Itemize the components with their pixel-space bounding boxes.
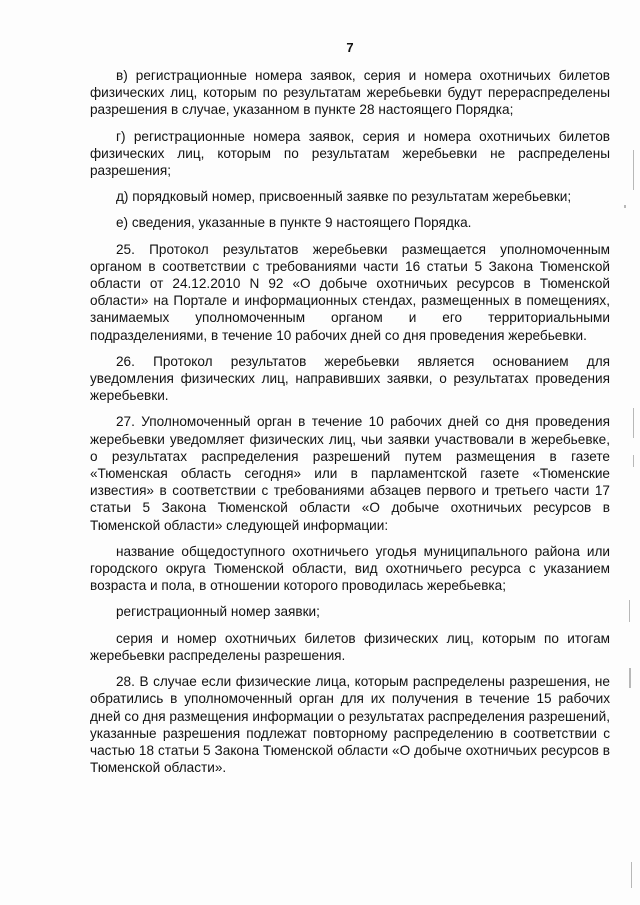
scan-mark bbox=[633, 455, 634, 467]
page-number: 7 bbox=[346, 40, 354, 55]
paragraph-item-v: в) регистрационные номера заявок, серия и номера охотничьих билетов физических лиц, которым по результатам жеребьевки будут перераспределены разрешения в случае, указанном в пункте 28 настоящего Порядка; bbox=[90, 68, 610, 118]
scan-mark bbox=[631, 862, 632, 888]
paragraph-item-e: е) сведения, указанные в пункте 9 настоящего Порядка. bbox=[116, 215, 472, 231]
paragraph-info-registration-number: регистрационный номер заявки; bbox=[116, 604, 320, 620]
paragraph-item-g: г) регистрационные номера заявок, серия и номера охотничьих билетов физических лиц, которым по результатам жеребьевки не распределены разрешения; bbox=[90, 128, 610, 179]
paragraph-info-hunting-tickets: серия и номер охотничьих билетов физических лиц, которым по итогам жеребьевки распределены разрешения. bbox=[90, 630, 610, 663]
paragraph-clause-26: 26. Протокол результатов жеребьевки является основанием для уведомления физических лиц, направивших заявки, о результатах проведения жеребьевки. bbox=[90, 353, 610, 404]
paragraph-clause-28: 28. В случае если физические лица, которым распределены разрешения, не обратились в уполномоченный орган для их получения в течение 15 рабочих дней со дня размещения информации о результатах распределения разрешений, указанные разрешения подлежат повторному распределению в соответствии с частью 18 статьи 5 Закона Тюменской области «О добыче охотничьих ресурсов в Тюменской области». bbox=[90, 674, 610, 776]
paragraph-info-hunting-ground: название общедоступного охотничьего угодья муниципального района или городского округа Тюменской области, вид охотничьего ресурса с указанием возраста и пола, в отношении которого проводилась жеребьевка; bbox=[90, 543, 610, 594]
scan-mark bbox=[624, 205, 626, 208]
scan-mark bbox=[629, 668, 631, 688]
paragraph-clause-27: 27. Уполномоченный орган в течение 10 рабочих дней со дня проведения жеребьевки уведомляет физических лиц, чьи заявки участвовали в жеребьевке, о результатах распределения разрешений путем размещения в газете «Тюменская область сегодня» или в парламентской газете «Тюменские известия» в соответствии с требованиями абзацев первого и третьего части 17 статьи 5 Закона Тюменской области «О добыче охотничьих ресурсов в Тюменской области» следующей информации: bbox=[90, 414, 610, 533]
document-body bbox=[90, 67, 610, 785]
paragraph-clause-25: 25. Протокол результатов жеребьевки размещается уполномоченным органом в соответствии с требованиями части 16 статьи 5 Закона Тюменской области от 24.12.2010 N 92 «О добыче охотничьих ресурсов в Тюменской области» на Портале и информационных стендах, размещенных в помещениях, занимаемых уполномоченным органом и его территориальными подразделениями, в течение 10 рабочих дней со дня проведения жеребьевки. bbox=[90, 241, 610, 343]
scan-mark bbox=[629, 600, 630, 622]
paragraph-item-d: д) порядковый номер, присвоенный заявке по результатам жеребьевки; bbox=[116, 189, 572, 205]
scan-mark bbox=[633, 150, 634, 190]
scan-mark bbox=[633, 408, 634, 438]
